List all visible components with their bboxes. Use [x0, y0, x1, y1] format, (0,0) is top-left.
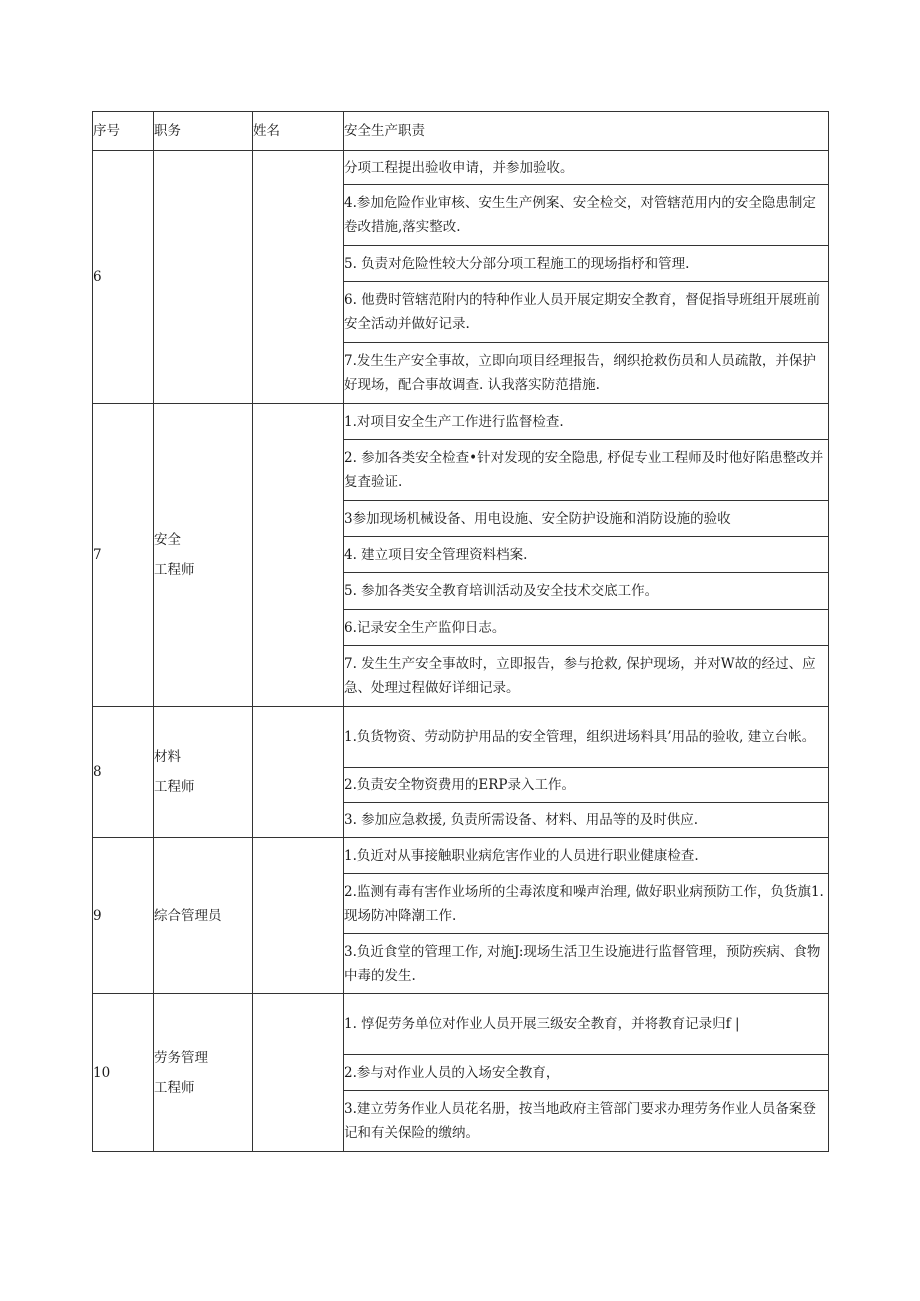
position-line: 劳务管理 — [154, 1049, 208, 1066]
duty-cell: 3.负近食堂的管理工作, 对施J:现场生活卫生设施进行监督管理，预防疾病、食物中毒的发生. — [344, 934, 829, 994]
header-position: 职务 — [154, 112, 253, 151]
name-cell — [253, 994, 344, 1152]
position-line: 综合管理员 — [154, 907, 222, 924]
row-number: 9 — [93, 838, 154, 994]
duty-cell: 2. 参加各类安全检查•针对发现的安全隐患, 杼促专业工程师及时他好陷患整改并复査验证. — [344, 440, 829, 501]
position-line: 材料 — [154, 749, 181, 765]
position-line: 安全 — [154, 532, 181, 548]
row-number: 7 — [93, 404, 154, 707]
duty-cell: 4. 建立项目安全管理资料档案. — [344, 537, 829, 573]
duty-cell: 2.负责安全物资费用的ERP录入工作。 — [344, 768, 829, 803]
row-number: 10 — [93, 994, 154, 1152]
row-number: 8 — [93, 707, 154, 838]
position-cell — [154, 404, 253, 707]
duty-cell: 3. 参加应急救援, 负责所需设备、材料、用品等的及时供应. — [344, 803, 829, 838]
duty-cell: 分项工程提出验收申请，并参加验收。 — [344, 151, 829, 185]
position-cell — [154, 151, 253, 404]
duty-cell: 1.负货物资、劳动防护用品的安全管理，组织进场料具’用品的验收, 建立台帐。 — [344, 707, 829, 768]
duty-cell: 6.记录安全生产监仰日志。 — [344, 610, 829, 646]
name-cell — [253, 404, 344, 707]
header-name: 姓名 — [253, 112, 344, 151]
position-cell — [154, 838, 253, 994]
duty-row — [93, 707, 829, 768]
header-duty: 安全生产职责 — [344, 112, 829, 151]
duty-cell: 6. 他费时管辖范附内的特种作业人员开展定期安全教育，督促指导班组开展班前安全活动并做好记录. — [344, 282, 829, 343]
duty-row — [93, 994, 829, 1055]
position-line: 工程师 — [154, 1079, 195, 1096]
duty-cell: 7. 发生生产安全事故时，立即报告，参与抢救, 保护现场，并对W故的经过、应急、处理过程做好详细记录。 — [344, 646, 829, 707]
duty-row — [93, 151, 829, 185]
duty-cell: 5. 负责对危险性较大分部分项工程施工的现场指杼和管理. — [344, 246, 829, 282]
name-cell — [253, 707, 344, 838]
duty-cell: 1.负近对从事接触职业病危害作业的人员进行职业健康检查. — [344, 838, 829, 874]
duty-cell: 1.对项目安全生产工作进行监督检查. — [344, 404, 829, 440]
name-cell — [253, 838, 344, 994]
duty-row — [93, 404, 829, 440]
duty-cell: 3参加现场机械设备、用电设施、安全防护设施和消防设施的验收 — [344, 501, 829, 537]
position-cell — [154, 707, 253, 838]
row-number: 6 — [93, 151, 154, 404]
duty-row — [93, 838, 829, 874]
safety-duty-table — [92, 111, 829, 1152]
name-cell — [253, 151, 344, 404]
duty-cell: 2.参与对作业人员的入场安全教育， — [344, 1055, 829, 1091]
position-line: 工程师 — [154, 779, 195, 795]
duty-cell: 3.建立劳务作业人员花名册，按当地政府主管部门要求办理劳务作业人员备案登记和有关保险的缴纳。 — [344, 1091, 829, 1152]
duty-cell: 4.参加危险作业审核、安生生产例案、安全检交，对管辖范用内的安全隐患制定卷改措施,落实整改. — [344, 185, 829, 246]
header-row — [93, 112, 829, 151]
duty-cell: 2.监测有毒有害作业场所的尘毒浓度和噪声治理, 做好职业病预防工作，负货旗1.现场防冲降潮工作. — [344, 874, 829, 934]
position-cell — [154, 994, 253, 1152]
duty-cell: 5. 参加各类安全教育培训活动及安全技术交底工作。 — [344, 573, 829, 610]
header-no: 序号 — [93, 112, 154, 151]
duty-cell: 7.发生生产安全事故，立即向项目经理报告，纲织抢救伤员和人员疏散，并保护好现场，配合事故调查. 认我落实防范措施. — [344, 343, 829, 404]
position-line: 工程师 — [154, 562, 195, 578]
duty-table-body — [93, 112, 829, 1152]
duty-cell: 1. 惇促劳务单位对作业人员开展三级安全教育，并将教育记录归f | — [344, 994, 829, 1055]
